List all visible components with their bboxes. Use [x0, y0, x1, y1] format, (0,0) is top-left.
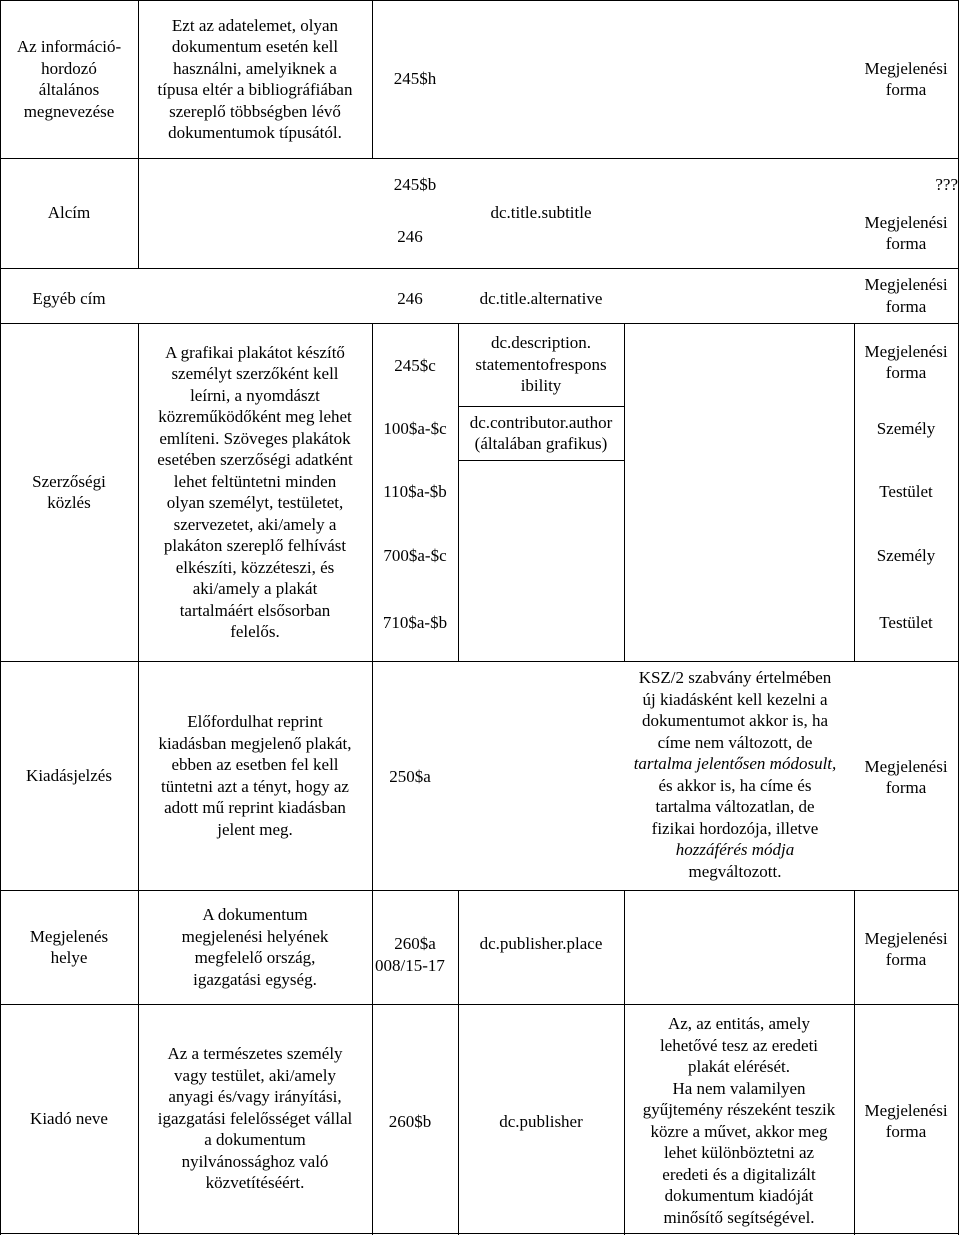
label-szerzosegi: Szerzőségi közlés [32, 471, 106, 512]
dc-kiado-neve: dc.publisher [499, 1112, 583, 1131]
marc-egyeb-cim: 246 [397, 289, 423, 308]
note-line: lehetővé tesz az eredeti [659, 1035, 819, 1055]
type-kiado-neve: Megjelenési forma [864, 1100, 948, 1141]
type-alcim-q: ??? [935, 175, 958, 194]
marc-szerzosegi-1: 245$c [394, 356, 436, 375]
note-line: gyűjtemény részeként teszik [642, 1100, 836, 1119]
dc-megjelenes-helye: dc.publisher.place [479, 934, 603, 953]
type-szerzosegi-5: Testület [879, 613, 933, 632]
desc-megjelenes-helye: A dokumentum megjelenési helyének megfelelő ország, igazgatási egység. [181, 905, 329, 989]
type-szerzosegi-1: Megjelenési forma [864, 341, 948, 382]
note-line: lehet különböztetni az [663, 1143, 815, 1162]
row-line-bottom [0, 1233, 959, 1234]
note-line: minősítő segítségével. [663, 1207, 815, 1227]
dc-alcim: dc.title.subtitle [490, 203, 592, 222]
desc-kiado-neve: Az a természetes személy vagy testület, aki/amely anyagi és/vagy irányítási, igazgatási felelősséget vállal a dokumentum nyilvánossághoz való közvetítéséért. [157, 1044, 353, 1193]
col-line-4 [624, 323, 625, 661]
marc-szerzosegi-3: 110$a-$b [383, 482, 447, 501]
label-egyeb-cim: Egyéb cím [32, 289, 106, 308]
marc-alcim-1: 245$b [393, 175, 437, 194]
note-line: Az, az entitás, amely [667, 1014, 811, 1033]
note-line: dokumentum kiadóját [664, 1186, 814, 1205]
dc-szerzosegi-2: dc.contributor.author (általában grafikus) [469, 412, 613, 453]
marc-kiado-neve: 260$b [388, 1112, 432, 1131]
note-line: tartalma változatlan, de [655, 797, 815, 816]
label-alcim: Alcím [47, 203, 91, 223]
col-line-right [958, 0, 959, 1235]
note-kiado-neve [624, 1013, 854, 1228]
type-alcim: Megjelenési forma [864, 212, 948, 253]
desc-kiadasjelzes: Előfordulhat reprint kiadásban megjelenő plakát, ebben az esetben fel kell tüntetni azt a tényt, hogy az adott mű reprint kiadásban jelent meg. [158, 712, 352, 839]
dc-egyeb-cim: dc.title.alternative [479, 289, 603, 308]
marc-alcim-2: 246 [397, 227, 423, 246]
note-line: címe nem változott, de [657, 732, 813, 752]
marc-szerzosegi-5: 710$a-$b [382, 613, 448, 632]
marc-szerzosegi-4: 700$a-$c [383, 546, 447, 565]
type-szerzosegi-2: Személy [876, 419, 936, 438]
note-line: Ha nem valamilyen [672, 1078, 806, 1098]
row-line-3b [458, 460, 624, 461]
note-line: KSZ/2 szabvány értelmében [638, 668, 832, 687]
note-line: megváltozott. [688, 861, 782, 881]
note-line: közre a művet, akkor meg [650, 1121, 828, 1141]
row-line-2 [0, 268, 959, 269]
label-kiado-neve: Kiadó neve [30, 1108, 108, 1128]
note-kiadasjelzes [612, 667, 858, 882]
note-line: és akkor is, ha címe és [658, 775, 812, 795]
label-informacio: Az információ-hordozó általános megnevezése [16, 37, 122, 121]
desc-szerzosegi: A grafikai plakátot készítő személyt szerzőként kell leírni, a nyomdászt közreműködőként meg lehet említeni. Szöveges plakátok esetében szerzőségi adatként lehet feltüntetni minden olyan személyt, testületet, szervezetet, aki/amely a plakáton szereplő felhívást elkészíti, közzéteszi, és aki/amely a plakát tartalmáért elsősorban felelős. [157, 342, 353, 641]
marc-kiadasjelzes: 250$a [389, 767, 431, 786]
note-line: plakát elérését. [688, 1057, 790, 1076]
row-line-1 [0, 158, 959, 159]
type-egyeb-cim: Megjelenési forma [864, 275, 948, 316]
type-kiadasjelzes: Megjelenési forma [864, 756, 948, 797]
marc-szerzosegi-2: 100$a-$c [383, 419, 447, 438]
marc-informacio: 245$h [393, 69, 437, 88]
note-line: dokumentumot akkor is, ha [641, 711, 829, 730]
marc-megjelenes-helye-2: 008/15-17 [375, 956, 445, 975]
label-kiadasjelzes: Kiadásjelzés [26, 765, 112, 785]
type-megjelenes-helye: Megjelenési forma [864, 928, 948, 969]
marc-megjelenes-helye-1: 260$a [394, 934, 436, 953]
note-line: eredeti és a digitalizált [662, 1164, 816, 1184]
type-informacio: Megjelenési forma [864, 58, 948, 99]
note-line: tartalma jelentősen módosult, [633, 754, 837, 773]
desc-informacio: Ezt az adatelemet, olyan dokumentum esetén kell használni, amelyiknek a típusa eltér a bibliográfiában szereplő többségben lévő dokumentumok típusától. [157, 15, 353, 142]
note-line: hozzáférés módja [675, 840, 795, 859]
note-line: új kiadásként kell kezelni a [642, 689, 828, 709]
type-szerzosegi-3: Testület [879, 482, 933, 501]
label-megjelenes-helye: Megjelenés helye [29, 926, 109, 967]
dc-szerzosegi-1: dc.description. statementofrespons ibility [475, 333, 607, 396]
note-line: fizikai hordozója, illetve [651, 818, 819, 838]
type-szerzosegi-4: Személy [876, 546, 936, 565]
